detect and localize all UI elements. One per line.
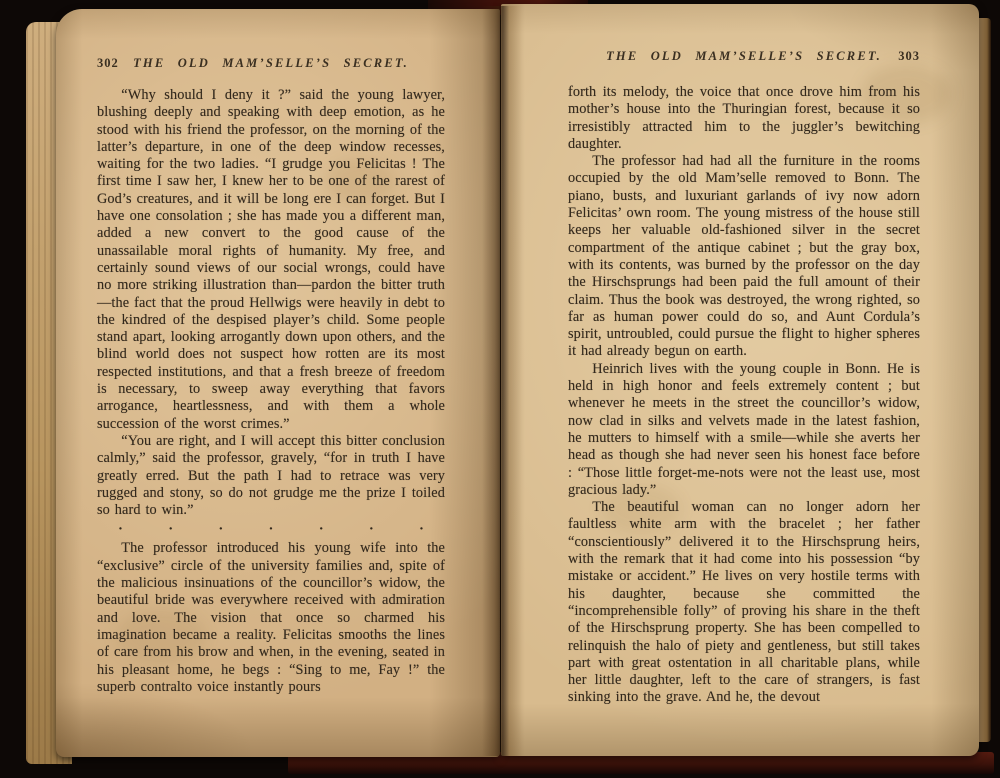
page-number: 303: [898, 49, 920, 63]
page-header: [568, 49, 920, 64]
paragraph: The beautiful woman can no longer adorn her faultless white arm with the bracelet ; her father “conscientiously” delivered it to the Hirschsprung heirs, with the remark that it had come into his possession “by mistake or accident.” He lives on very hostile terms with his daughter, because she committed the “incomprehensible folly” of proving his share in the theft of the Hirschsprung property. She has been compelled to relinquish the halo of piety and gentleness, but still takes part with great ostentation in all charitable plans, while her little daughter, left to the care of strangers, is fast sinking into the grave. And he, the devout: [568, 499, 920, 706]
paragraph: “Why should I deny it ?” said the young lawyer, blushing deeply and speaking with deep emotion, as he stood with his friend the professor, on the morning of the latter’s departure, in one of the deep window recesses, waiting for the two ladies. “I grudge you Felicitas ! The first time I saw her, I knew her to be one of the rarest of God’s creatures, and it will be long ere I can forget. But I have one consolation ; she has made you a different man, added a new convert to the good cause of the unassailable moral rights of humanity. My free, and certainly sound views of our social wrongs, could have no more striking illustration than—pardon the bitter truth—the fact that the proud Hellwigs were heavily in debt to the kindred of the despised player’s child. Some people stand apart, looking arrogantly down upon others, and the blind world does not suspect how rotten are its most respected institutions, and that a fresh breeze of freedom is necessary, to sweep away everything that favors arrogance, heartlessness, and with them a whole succession of the worst crimes.”: [97, 87, 445, 432]
running-header: THE OLD MAM’SELLE’S SECRET.: [133, 56, 409, 70]
paragraph: The professor had had all the furniture in the rooms occupied by the old Mam’selle removed to Bonn. The piano, busts, and luxuriant garlands of ivy now adorn Felicitas’ own room. The young mistress of the house still keeps her valuable old-fashioned silver in the secret compartment of the antique cabinet ; but the gray box, with its contents, was burned by the professor on the day the Hirschsprungs had been paid the full amount of their claim. Thus the book was destroyed, the wrong righted, so far as human power could do so, and Aunt Cordula’s spirit, untroubled, could pursue the flight to higher spheres it had already begun on earth.: [568, 153, 920, 360]
paragraph: “You are right, and I will accept this bitter conclusion calmly,” said the professor, gravely, “for in truth I have greatly erred. But the path I had to retrace was very rugged and stony, so do not grudge me the prize I toiled so hard to win.”: [97, 432, 445, 519]
paragraph: forth its melody, the voice that once drove him from his mother’s house into the Thuringian forest, because it so irresistibly attracted him to the juggler’s bewitching daughter.: [568, 84, 920, 152]
left-page: [56, 9, 500, 757]
paragraph: The professor introduced his young wife into the “exclusive” circle of the university families and, spite of the malicious insinuations of the councillor’s widow, the beautiful bride was everywhere received with admiration and love. The vision that once so charmed his imagination became a reality. Felicitas smooths the lines of care from his brow and when, in the evening, seated in his pleasant home, he begs : “Sing to me, Fay !” the superb contralto voice instantly pours: [97, 540, 445, 695]
page-edges-right: [978, 18, 991, 742]
page-text: [568, 84, 920, 707]
page-number: 302: [97, 56, 119, 70]
running-header: THE OLD MAM’SELLE’S SECRET.: [606, 49, 882, 63]
right-page: [501, 4, 979, 756]
page-text: [97, 87, 445, 696]
section-break: · · · · · · ·: [118, 522, 424, 538]
paragraph: Heinrich lives with the young couple in Bonn. He is held in high honor and feels extremely content ; but whenever he meets in the street the councillor’s widow, now clad in silks and velvets made in the latest fashion, he mutters to himself with a smile—while she averts her head as though she had never seen his honest face before : “Those little forget-me-nots were not the least use, most gracious lady.”: [568, 360, 920, 498]
page-header: [97, 56, 445, 71]
